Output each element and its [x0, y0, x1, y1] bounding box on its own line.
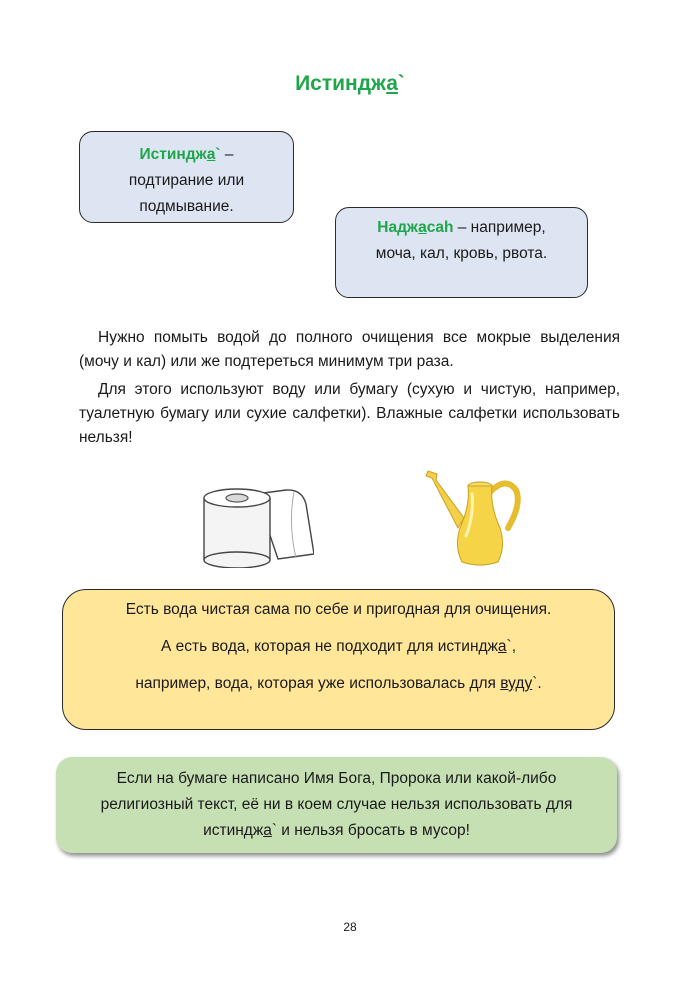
definition-istinja-term: Истинджа` – [139, 146, 234, 163]
paragraph-2: Для этого используют воду или бумагу (сухую и чистую, например, туалетную бумагу или сухие салфетки). Влажные салфетки использовать нельзя! [79, 381, 620, 446]
definition-istinja-line2: подтирание или [128, 172, 245, 189]
water-note-line3: например, вода, которая уже использовалась для вуду`. [135, 675, 542, 692]
water-note-line1: Есть вода чистая сама по себе и пригодная для очищения. [125, 601, 552, 618]
definition-najasah-box [335, 207, 588, 298]
paragraph-1: Нужно помыть водой до полного очищения все мокрые выделения (мочу и кал) или же подтереться минимум три раза. [79, 329, 620, 370]
toilet-paper-icon [198, 484, 314, 568]
definition-najasah-line2: моча, кал, кровь, рвота. [375, 245, 548, 262]
warning-line1: Если на бумаге написано Имя Бога, Пророка или какой-либо [116, 770, 557, 787]
page-number: 28 [343, 920, 357, 934]
definition-istinja-box [79, 131, 294, 223]
watering-can-icon [424, 466, 524, 570]
warning-line2: религиозный текст, её ни в коем случае нельзя использовать для [100, 796, 573, 813]
page-title: Истинджа` [295, 72, 405, 95]
warning-box [56, 757, 617, 853]
definition-najasah-term: Наджасah – например, [377, 219, 546, 236]
water-note-line2: А есть вода, которая не подходит для истинджа`, [160, 638, 517, 655]
warning-line3: истинджа` и нельзя бросать в мусор! [203, 822, 470, 839]
water-note-box [62, 589, 615, 730]
definition-istinja-line3: подмывание. [139, 198, 234, 215]
